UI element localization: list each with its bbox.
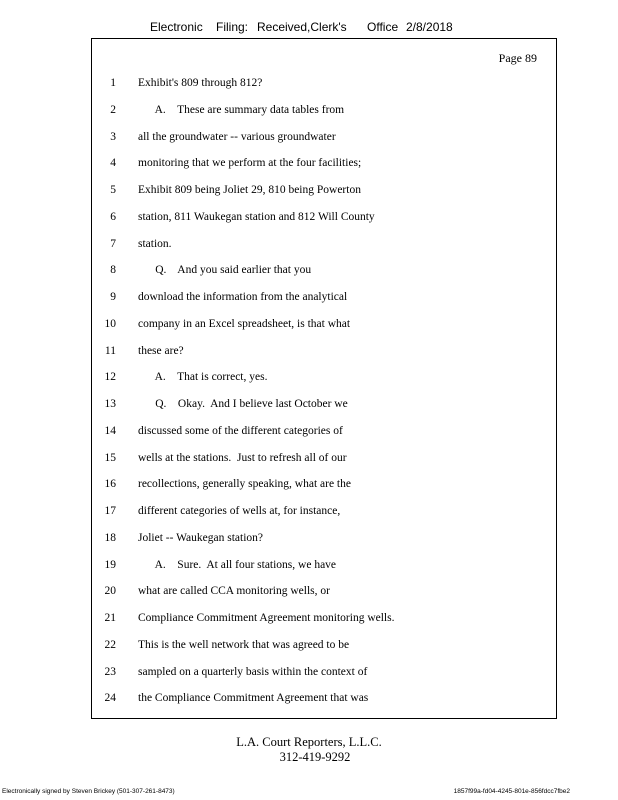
- line-number: 5: [110, 184, 116, 196]
- court-reporter-phone: 312-419-9292: [279, 750, 351, 764]
- line-number: 1: [110, 77, 116, 89]
- line-number: 18: [104, 531, 116, 544]
- line-number: 23: [104, 665, 116, 678]
- line-number: 7: [110, 237, 116, 250]
- transcript-line: [92, 264, 558, 280]
- transcript-line: [92, 478, 558, 494]
- line-text: A. Sure. At all four stations, we have: [138, 558, 337, 571]
- line-text: monitoring that we perform at the four facilities;: [138, 157, 362, 170]
- transcript-line: [92, 77, 558, 93]
- line-number: 16: [104, 478, 116, 491]
- filing-word-electronic: Electronic: [150, 20, 203, 34]
- line-text: Exhibit 809 being Joliet 29, 810 being Powerton: [138, 184, 361, 196]
- page-number: Page 89: [498, 51, 537, 65]
- court-reporter-name: L.A. Court Reporters, L.L.C.: [236, 735, 382, 749]
- line-number: 19: [104, 558, 116, 571]
- line-number: 12: [104, 371, 116, 384]
- transcript-line: [92, 371, 558, 387]
- line-number: 2: [110, 103, 116, 116]
- line-text: Q. Okay. And I believe last October we: [138, 398, 348, 410]
- line-number: 24: [104, 692, 116, 705]
- line-text: all the groundwater -- various groundwater: [138, 130, 336, 143]
- line-text: sampled on a quarterly basis within the context of: [138, 665, 368, 678]
- line-number: 13: [104, 398, 116, 410]
- filing-word-filing: Filing:: [216, 20, 249, 34]
- transcript-line: [92, 104, 558, 120]
- transcript-line: [92, 452, 558, 468]
- transcript-line: [92, 639, 558, 655]
- line-text: the Compliance Commitment Agreement that was: [138, 692, 369, 705]
- transcript-line: [92, 532, 558, 548]
- transcript-line: [92, 666, 558, 682]
- transcript-line: [92, 345, 558, 361]
- transcript-line: [92, 318, 558, 334]
- line-number: 10: [104, 317, 116, 330]
- transcript-line: [92, 157, 558, 173]
- line-text: what are called CCA monitoring wells, or: [138, 585, 330, 598]
- line-text: Q. And you said earlier that you: [138, 264, 312, 277]
- line-text: company in an Excel spreadsheet, is that what: [138, 317, 351, 330]
- line-text: This is the well network that was agreed to be: [138, 638, 350, 651]
- line-text: Compliance Commitment Agreement monitoring wells.: [138, 612, 395, 624]
- transcript-line: [92, 398, 558, 414]
- line-text: station.: [138, 237, 172, 250]
- transcript-line: [92, 559, 558, 575]
- line-number: 17: [104, 505, 116, 517]
- line-number: 14: [104, 424, 116, 437]
- transcript-line: [92, 425, 558, 441]
- electronic-signature: Electronically signed by Steven Brickey (501-307-261-8473): [2, 788, 175, 795]
- line-text: wells at the stations. Just to refresh all of our: [138, 451, 347, 464]
- transcript-line: [92, 505, 558, 521]
- transcript-line: [92, 612, 558, 628]
- line-number: 8: [110, 264, 116, 277]
- line-text: Joliet -- Waukegan station?: [138, 531, 264, 544]
- line-number: 22: [104, 638, 116, 651]
- line-text: these are?: [138, 344, 184, 357]
- line-text: station, 811 Waukegan station and 812 Will County: [138, 210, 375, 223]
- transcript-line: [92, 238, 558, 254]
- line-text: discussed some of the different categories of: [138, 424, 343, 437]
- line-number: 3: [110, 130, 116, 143]
- transcript-line: [92, 585, 558, 601]
- filing-date: 2/8/2018: [406, 20, 453, 34]
- filing-word-office: Office: [367, 20, 399, 34]
- line-text: download the information from the analytical: [138, 291, 348, 303]
- line-number: 15: [104, 451, 116, 464]
- line-number: 21: [104, 612, 116, 624]
- document-hash: 1857f99a-fd04-4245-801e-856fdcc7fbe2: [453, 788, 570, 795]
- line-text: different categories of wells at, for instance,: [138, 505, 341, 517]
- transcript-line: [92, 211, 558, 227]
- transcript-page: [91, 38, 557, 719]
- line-text: A. That is correct, yes.: [138, 371, 268, 384]
- line-number: 6: [110, 210, 116, 223]
- transcript-line: [92, 291, 558, 307]
- transcript-line: [92, 692, 558, 708]
- filing-word-received: Received,Clerk's: [257, 20, 347, 34]
- line-number: 11: [104, 344, 116, 357]
- line-number: 9: [110, 291, 116, 303]
- line-text: recollections, generally speaking, what are the: [138, 478, 351, 491]
- transcript-line: [92, 131, 558, 147]
- line-text: A. These are summary data tables from: [138, 103, 345, 116]
- transcript-line: [92, 184, 558, 200]
- line-text: Exhibit's 809 through 812?: [138, 77, 263, 89]
- line-number: 20: [104, 585, 116, 598]
- line-number: 4: [110, 157, 116, 170]
